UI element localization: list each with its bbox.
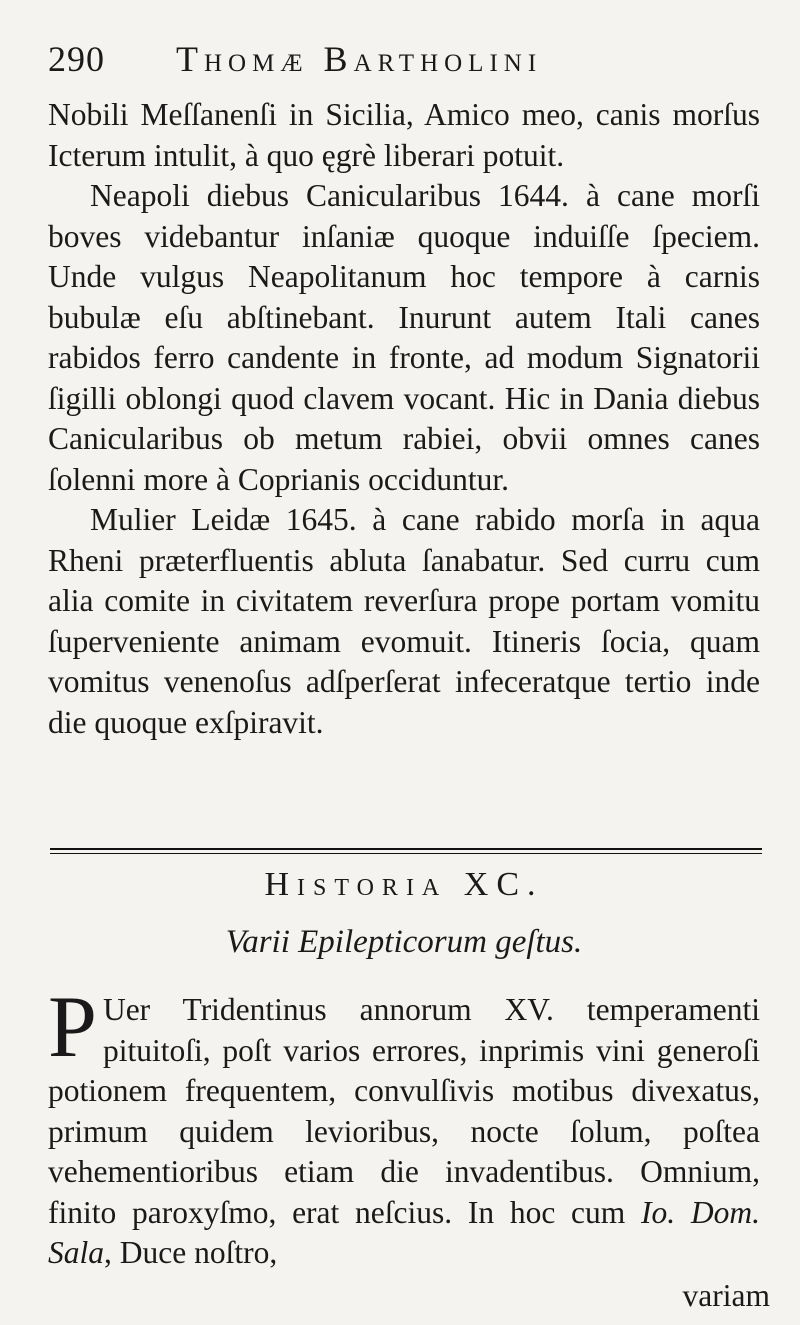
section-divider-thick bbox=[50, 848, 762, 850]
section-divider-thin bbox=[50, 853, 762, 854]
running-title: Thomæ Bartholini bbox=[176, 39, 543, 79]
catchword: variam bbox=[682, 1278, 770, 1313]
running-header bbox=[44, 38, 764, 90]
drop-capital: P bbox=[48, 979, 97, 1076]
section-subtitle: Varii Epilepticorum geſtus. bbox=[225, 924, 583, 960]
page-number: 290 bbox=[48, 39, 105, 79]
section-text-end: , Duce noſtro, bbox=[104, 1235, 278, 1270]
paragraph-continuation: Nobili Meſſanenſi in Sicilia, Amico meo, canis morſus Icterum intulit, à quo ęgrè liberari potuit. bbox=[48, 97, 760, 173]
paragraph-neapoli: Neapoli diebus Canicularibus 1644. à cane morſi boves videbantur inſaniæ quoque induiſſe ſpeciem. Unde vulgus Neapolitanum hoc tempore à carnis bubulæ eſu abſtinebant. Inurunt autem Itali canes rabidos ferro candente in fronte, ad modum Signatorii ſigilli oblongi quod clavem vocant. Hic in Dania diebus Canicularibus ob metum rabiei, obvii omnes canes ſolenni more à Coprianis occiduntur. bbox=[48, 178, 760, 497]
section-text-block bbox=[48, 979, 760, 1274]
paragraph-mulier-leidae: Mulier Leidæ 1645. à cane rabido morſa in aqua Rheni præterfluentis abluta ſanabatur. Sed curru cum alia comite in civitatem reverſura prope portam vomitu ſuperveniente animam evomuit. Itineris ſocia, quam vomitus venenoſus adſperſerat infeceratque tertio inde die quoque exſpiravit. bbox=[48, 502, 760, 740]
main-text-block bbox=[48, 95, 760, 743]
italic-personal-name: Io. Dom. Sala bbox=[48, 1194, 760, 1270]
section-text-start: Uer Tridentinus annorum XV. temperamenti pituitoſi, poſt varios errores, inprimis vini generoſi potionem frequentem, convulſivis motibus divexatus, primum quidem levioribus, nocte ſolum, poſtea vehementioribus etiam die invadentibus. Omnium, finito paroxyſmo, erat neſcius. In hoc cum bbox=[48, 992, 760, 1230]
section-heading: Historia XC. bbox=[264, 866, 544, 903]
